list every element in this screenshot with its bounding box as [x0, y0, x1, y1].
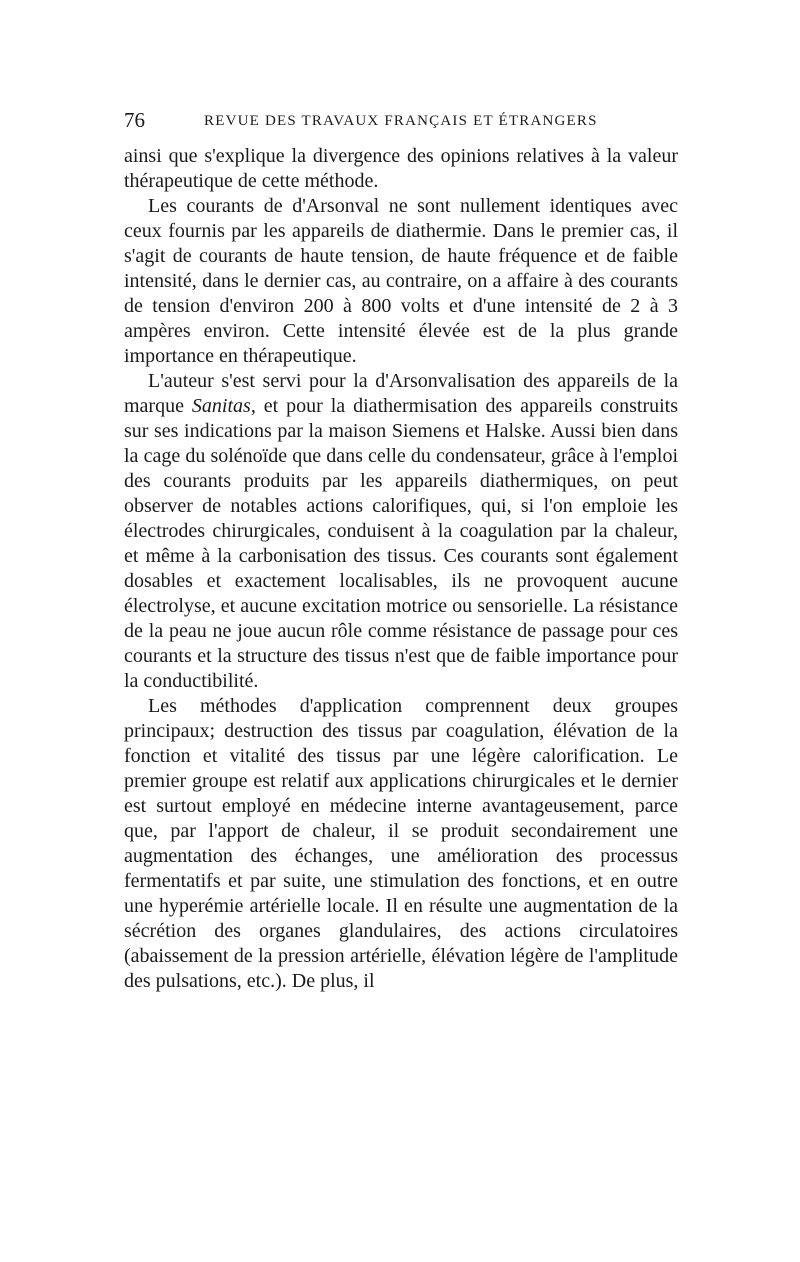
- body-text: [124, 144, 678, 994]
- page-number: 76: [124, 108, 145, 132]
- paragraph-application-methods: Les méthodes d'application comprennent deux groupes principaux; destruction des tissus par coagulation, élévation de la fonction et vitalité des tissus par une légère calorification. Le premier groupe est relatif aux applications chirurgicales et le dernier est surtout employé en médecine interne avantageusement, parce que, par l'apport de chaleur, il se produit secondairement une augmentation des échanges, une amélioration des processus fermentatifs et par suite, une stimulation des fonctions, et en outre une hyperémie artérielle locale. Il en résulte une augmentation de la sécrétion des organes glandulaires, des actions circulatoires (abaissement de la pression artérielle, élévation légère de l'amplitude des pulsations, etc.). De plus, il: [124, 695, 678, 992]
- document-page: [124, 108, 678, 994]
- paragraph-apparatus: [124, 369, 678, 694]
- paragraph-currents-comparison: Les courants de d'Arsonval ne sont nullement identiques avec ceux fournis par les appareils de diathermie. Dans le premier cas, il s'agit de courants de haute tension, de haute fréquence et de faible intensité, dans le dernier cas, au contraire, on a affaire à des courants de tension d'environ 200 à 800 volts et d'une intensité de 2 à 3 ampères environ. Cette intensité élevée est de la plus grande importance en thérapeutique.: [124, 195, 678, 367]
- brand-name-sanitas: Sanitas: [191, 395, 251, 417]
- paragraph-continuation: ainsi que s'explique la divergence des opinions relatives à la valeur thérapeutique de cette méthode.: [124, 145, 678, 192]
- paragraph-apparatus-after: , et pour la diathermisation des appareils construits sur ses indications par la maison Siemens et Halske. Aussi bien dans la cage du solénoïde que dans celle du condensateur, grâce à l'emploi des courants produits par les appareils diathermiques, on peut observer de notables actions calorifiques, qui, si l'on emploie les électrodes chirurgicales, conduisent à la coagulation par la chaleur, et même à la carbonisation des tissus. Ces courants sont également dosables et exactement localisables, ils ne provoquent aucune électrolyse, et aucune excitation motrice ou sensorielle. La résistance de la peau ne joue aucun rôle comme résistance de passage pour ces courants et la structure des tissus n'est que de faible importance pour la conductibilité.: [124, 395, 678, 692]
- paragraph-apparatus-before: L'auteur s'est servi pour la d'Arsonvalisation des appareils de la marque: [124, 370, 678, 417]
- running-title: REVUE DES TRAVAUX FRANÇAIS ET ÉTRANGERS: [204, 113, 598, 129]
- running-header: [124, 108, 678, 144]
